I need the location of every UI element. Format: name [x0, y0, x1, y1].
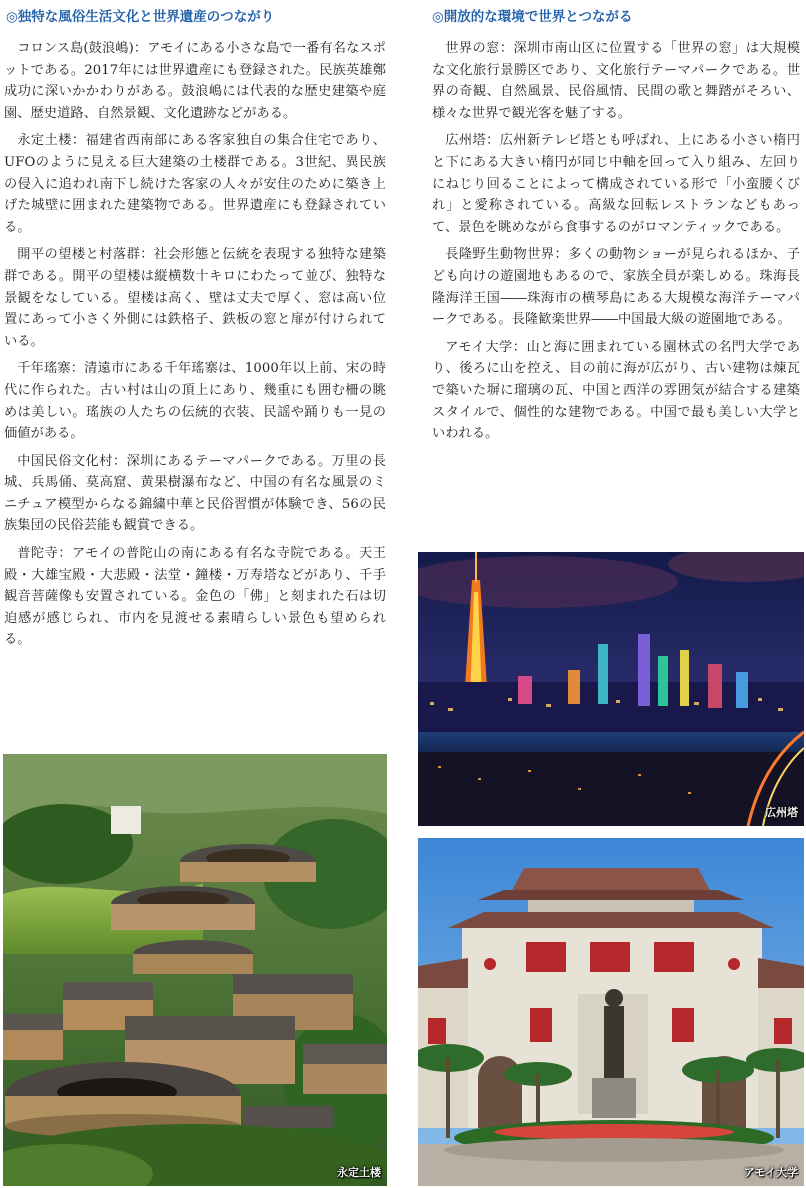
xiamen-university-building-image	[418, 838, 804, 1186]
photo-yongding-tulou	[3, 754, 387, 1186]
photo-canton-tower	[418, 552, 804, 826]
right-column	[418, 0, 806, 451]
tulou-landscape-image	[3, 754, 387, 1186]
left-column	[0, 0, 392, 657]
caption-canton-tower: 広州塔	[765, 806, 798, 819]
paragraph-folk-culture-village: 中国民俗文化村：深圳にあるテーマパークである。万里の長城、兵馬俑、莫高窟、黄果樹瀑布など、中国の有名な風景のミニチュア模型からなる錦繍中華と民俗習慣が体験でき、56の民族集団の民俗芸能も観賞できる。	[4, 453, 386, 534]
paragraph-yao-village: 千年瑤寨：清遠市にある千年瑤寨は、1000年以上前、宋の時代に作られた。古い村は山の頂上にあり、幾重にも囲む柵の眺めは美しい。瑤族の人たちの伝統的衣装、民謡や踊りも一見の価値がある。	[4, 361, 386, 442]
canton-tower-skyline-image	[418, 552, 804, 826]
paragraph-window-of-world: 世界の窓：深圳市南山区に位置する「世界の窓」は大規模な文化旅行景勝区であり、文化旅行テーマパークである。世界の奇観、自然風景、民俗風情、民間の歌と舞踏がそろい、様々な世界で観光客を魅了する。	[432, 41, 800, 121]
paragraph-kaiping-diaolou: 開平の望楼と村落群：社会形態と伝統を表現する独特な建築群である。開平の望楼は縦横数十キロにわたって並び、独特な景観をなしている。望楼は高く、壁は丈夫で厚く、窓は高い位置にあって小さく外側には鉄格子、鉄板の窓と扉が付けられている。	[4, 247, 386, 349]
paragraph-canton-tower: 広州塔：広州新テレビ塔とも呼ばれ、上にある小さい楕円と下にある大きい楕円が同じ中軸を回って入り組み、左回りにねじり回ることによって構成されている形で「小蛮腰くびれ」と愛称されている。高級な回転レストランなどもあって、景色を眺めながら食事するのがロマンティックである。	[432, 133, 800, 235]
section-heading-right: ◎開放的な環境で世界とつながる	[432, 9, 633, 25]
section-heading-left: ◎独特な風俗生活文化と世界遺産のつながり	[6, 9, 275, 25]
paragraph-putuo-temple: 普陀寺：アモイの普陀山の南にある有名な寺院である。天王殿・大雄宝殿・大悲殿・法堂・鐘楼・万寿塔などがあり、千手観音菩薩像も安置されている。金色の「佛」と刻まれた石は切迫感が感じられ、市内を見渡せる素晴らしい景色も望められる。	[4, 546, 386, 648]
paragraph-yongding-tulou: 永定土楼：福建省西南部にある客家独自の集合住宅であり、UFOのように見える巨大建築の土楼群である。3世紀、異民族の侵入に追われ南下し続けた客家の人々が安住のために築き上げた城壁に囲まれた建築物である。世界遺産にも登録されている。	[4, 133, 386, 235]
left-paragraphs	[0, 38, 392, 651]
photo-xiamen-university	[418, 838, 804, 1186]
caption-yongding-tulou: 永定土楼	[337, 1166, 381, 1179]
paragraph-gulangyu: コロンス島(鼓浪嶋)：アモイにある小さな島で一番有名なスポットである。2017年には世界遺産にも登録された。民族英雄鄭成功に深いかかわりがある。鼓浪嶋には代表的な歴史建築や庭園、歴史道路、自然景観、文化遺跡などがある。	[4, 41, 386, 121]
right-paragraphs	[418, 38, 806, 445]
paragraph-chimelong: 長隆野生動物世界：多くの動物ショーが見られるほか、子ども向けの遊園地もあるので、家族全員が楽しめる。珠海長隆海洋王国――珠海市の横琴島にある大規模な海洋テーマパークである。長隆歓楽世界――中国最大級の遊園地である。	[432, 247, 800, 328]
caption-xiamen-university: アモイ大学	[743, 1166, 798, 1179]
paragraph-xiamen-university: アモイ大学：山と海に囲まれている園林式の名門大学であり、後ろに山を控え、目の前に海が広がり、古い建物は煉瓦で築いた塀に瑠璃の瓦、中国と西洋の雰囲気が結合する建築スタイルで、個性的な建物である。中国で最も美しい大学といわれる。	[432, 339, 800, 442]
